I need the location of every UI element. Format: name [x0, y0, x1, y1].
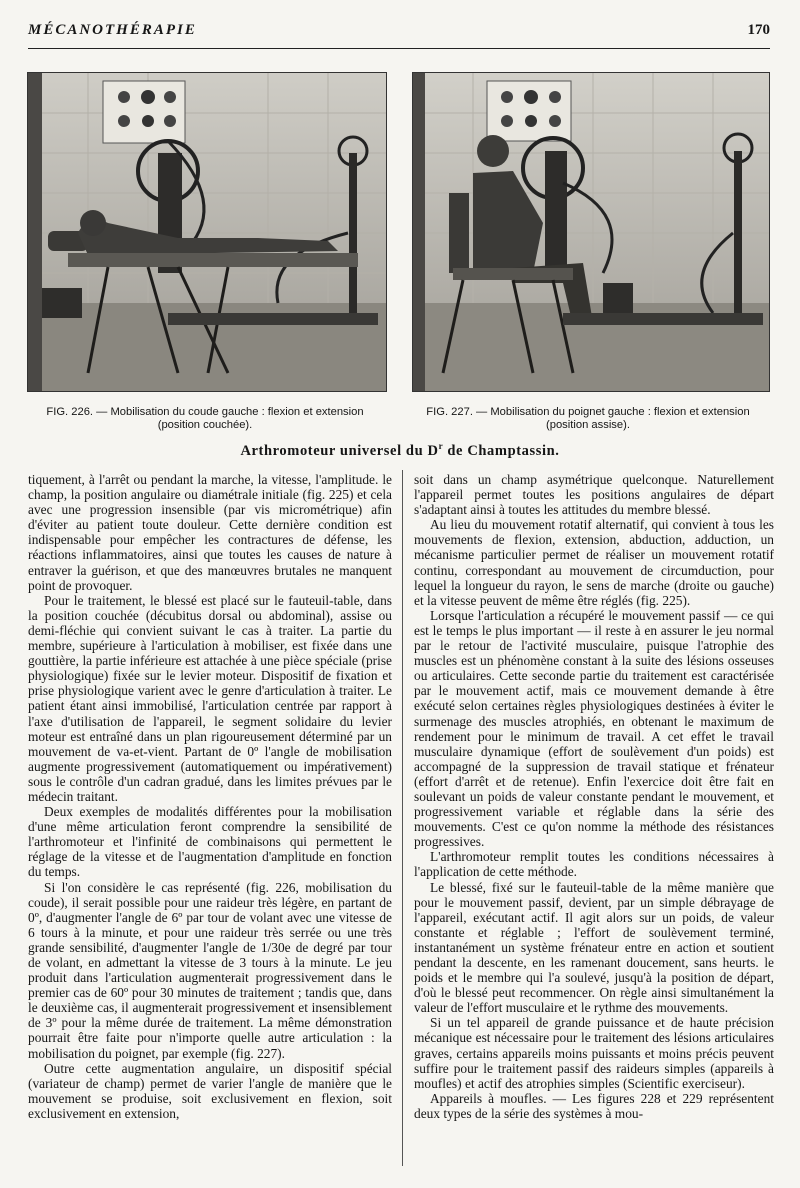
figure-226-label: FIG. 226. [46, 406, 94, 418]
running-title: MÉCANOTHÉRAPIE [28, 22, 197, 38]
paragraph: Appareils à moufles. — Les figures 228 et 229 représentent deux types de la série des systèmes à mou- [414, 1090, 774, 1121]
figure-227-text: — Mobilisation du poignet gauche : flexion et extension (position assise). [476, 406, 750, 431]
figure-226-photo [27, 72, 387, 392]
column-divider [402, 470, 403, 1166]
paragraph: Si l'on considère le cas représenté (fig. 226, mobilisation du coude), il serait possible pour une raideur très légère, en partant de 0º, d'augmenter l'angle de 6º par tour de volant avec une vitesse de 6 tours à la minute, et pour une raideur très serrée ou une très grande sensibilité, d'augmenter l'angle de 1/30e de degré par tour de volant, en admettant la vitesse de 3 tours à la minute. Le jeu produit dans l'articulation augmenterait progressivement dans le premier cas de 60º pour 30 minutes de traitement ; tandis que, dans le deuxième cas, il augmenterait progressivement et insensiblement de 3º pour la même durée de traitement. La même démonstration pourrait être faite pour n'importe quelle autre articulation : la mobilisation du poignet, par exemple (fig. 227). [28, 879, 392, 1061]
figure-227-caption [418, 406, 758, 432]
paragraph: Lorsque l'articulation a récupéré le mouvement passif — ce qui est le temps le plus important — il reste à en assurer le jeu normal par le retour de l'activité musculaire, puisque l'atrophie des muscles est un phénomène constant à la suite des lésions osseuses ou articulaires. Cette seconde partie du traitement est caractérisée par le mouvement actif, mais ce mouvement demande à être exécuté selon certaines règles physiologiques destinées à éviter le surmenage des muscles atrophiés, en obtenant le maximum de rendement pour le minimum de travail. A cet effet le travail musculaire dynamique (effort de soulèvement d'un poids) est accompagné de la suppression de travail statique et frénateur (effort d'arrêt et de retenue). Enfin l'exercice doit être fait en soulevant un poids de valeur constante pendant le mouvement, et progressivement variable et réglable dans la série des mouvements. C'est ce qu'on nomme la méthode des résistances progressives. [414, 607, 774, 850]
running-header [28, 20, 770, 42]
page-number: 170 [747, 22, 770, 38]
subtitle-text-before: Arthromoteur universel du D [240, 442, 439, 459]
paragraph: L'arthromoteur remplit toutes les conditions nécessaires à l'application de cette méthode. [414, 849, 774, 880]
paragraph: tiquement, à l'arrêt ou pendant la marche, la vitesse, l'amplitude. le champ, la position angulaire ou diamétrale initiale (fig. 225) et cela avec une progression insensible (par vis micrométrique) afin d'éviter au patient toute douleur. Cette dernière condition est indispensable pour empêcher les contractures de défense, les réactions inflammatoires, ainsi que toutes les causes de nature à entraver la guérison, et que des manœuvres brutales ne manquent point de provoquer. [28, 472, 392, 593]
subtitle-text-after: de Champtassin. [443, 442, 560, 459]
paragraph: Si un tel appareil de grande puissance et de haute précision mécanique est nécessaire pour le traitement des lésions articulaires graves, certains appareils moins puissants et moins précis peuvent suffire pour le traitement passif des raideurs simples (appareils à moufles) et actif des atrophies simples (Scientific exerciseur). [414, 1015, 774, 1091]
subtitle-sup: r [438, 441, 444, 451]
figure-227-photo [412, 72, 770, 392]
paragraph: Le blessé, fixé sur le fauteuil-table de la même manière que pour le mouvement passif, devient, par un simple débrayage de l'appareil, exécutant actif. Il agit alors sur un poids, de valeur constante et réglable ; l'effort de soulèvement terminé, instantanément un système frénateur entre en action et soutient pendant la descente, en les ramenant doucement, sans heurts. le poids et le membre qui l'a soulevé, jusqu'à la position de départ, d'où le blessé peut recommencer. On règle ainsi simultanément la valeur de l'effort musculaire et le rythme des mouvements. [414, 879, 774, 1016]
paragraph: soit dans un champ asymétrique quelconque. Naturellement l'appareil permet toutes les positions angulaires de départ s'adaptant ainsi à toutes les attitudes du membre blessé. [414, 472, 774, 518]
paragraph: Deux exemples de modalités différentes pour la mobilisation d'une même articulation feront comprendre la sensibilité de l'arthromoteur et l'infinité de combinaisons qui permettent le réglage de la vitesse et de l'augmentation d'amplitude en fonction du temps. [28, 804, 392, 880]
right-column [414, 472, 774, 1121]
figure-226-text: — Mobilisation du coude gauche : flexion et extension (position couchée). [96, 406, 364, 431]
paragraph: Pour le traitement, le blessé est placé sur le fauteuil-table, dans la position couchée (décubitus dorsal ou abdominal), assise ou demi-fléchie qui convient suivant le cas à traiter. La partie du membre, supérieure à l'articulation à mobiliser, est fixée dans une gouttière, la partie inférieure est attachée à une pièce spéciale (prise physiologique) fixée sur le levier moteur. Dispositif de fixation et prise physiologique varient avec le genre d'articulation à traiter. Le patient étant ainsi immobilisé, l'articulation centrée par rapport à l'axe d'utilisation de l'appareil, le segment solidaire du levier moteur est entraîné dans un plan rigoureusement déterminé par un mouvement de va-et-vient. Partant de 0º l'angle de mobilisation augmente progressivement (automatiquement ou impérativement) sous le contrôle d'un cadran gradué, dans les limites prévues par le médecin traitant. [28, 592, 392, 804]
header-rule [28, 48, 770, 49]
figures-subtitle [0, 441, 800, 460]
paragraph: Au lieu du mouvement rotatif alternatif, qui convient à tous les mouvements de flexion, extension, abduction, adduction, un mécanisme particulier permet de réaliser un mouvement rotatif continu, correspondant au mouvement de circumduction, pour lequel la longueur du rayon, le sens de marche (droite ou gauche) et la vitesse peuvent de même être réglés (fig. 225). [414, 517, 774, 608]
figure-226-caption [40, 406, 370, 432]
left-column [28, 472, 392, 1121]
paragraph: Outre cette augmentation angulaire, un dispositif spécial (variateur de champ) permet de varier l'angle de manière que le mouvement se produise, soit exclusivement en flexion, soit exclusivement en extension, [28, 1060, 392, 1121]
figure-227-label: FIG. 227. [426, 406, 473, 418]
